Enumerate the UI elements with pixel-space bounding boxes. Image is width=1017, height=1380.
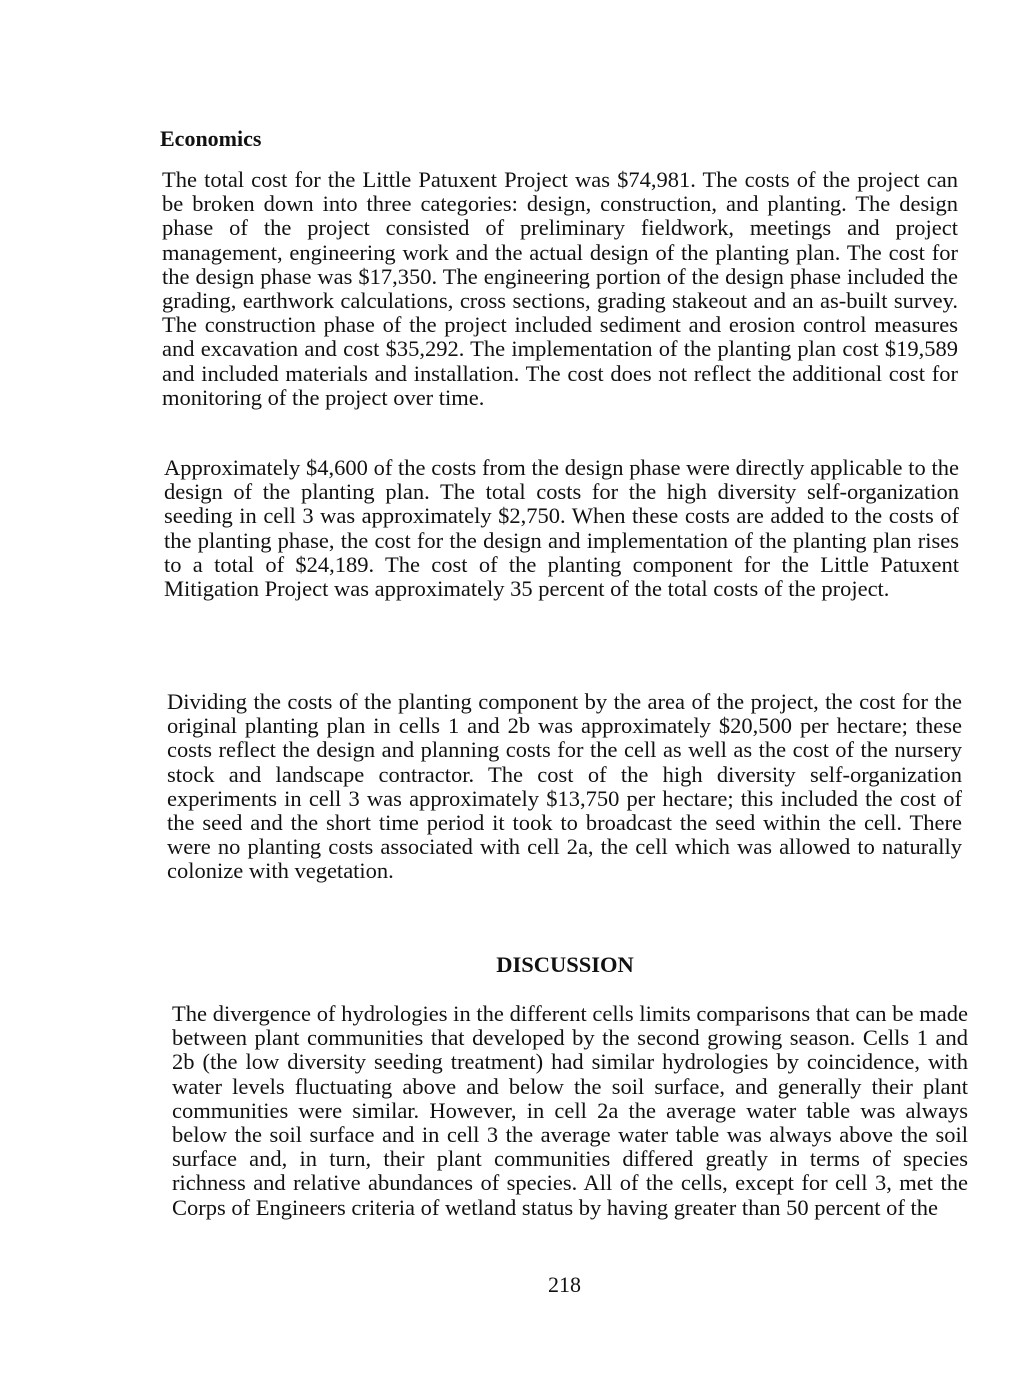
paragraph-planting-costs: Approximately $4,600 of the costs from the design phase were directly applicable to the design of the planting plan. The total costs for the high diversity self-organization seeding in cell 3 was approximately $2,750. When these costs are added to the costs of the planting phase, the cost for the design and implementation of the planting plan rises to a total of $24,189. The cost of the planting component for the Little Patuxent Mitigation Project was approximately 35 percent of the total costs of the project.	[164, 455, 959, 602]
paragraph-cost-per-hectare: Dividing the costs of the planting component by the area of the project, the cost for the original planting plan in cells 1 and 2b was approximately $20,500 per hectare; these costs reflect the design and planning costs for the cell as well as the cost of the nursery stock and landscape contractor. The cost of the high diversity self-organization experiments in cell 3 was approximately $13,750 per hectare; this included the cost of the seed and the short time period it took to broadcast the seed within the cell. There were no planting costs associated with cell 2a, the cell which was allowed to naturally colonize with vegetation.	[167, 689, 962, 884]
section-heading-discussion: DISCUSSION	[496, 952, 634, 977]
section-heading-economics: Economics	[160, 126, 262, 151]
page-number: 218	[548, 1272, 581, 1297]
paragraph-total-cost: The total cost for the Little Patuxent Project was $74,981. The costs of the project can be broken down into three categories: design, construction, and planting. The design phase of the project consisted of preliminary fieldwork, meetings and project management, engineering work and the actual design of the planting plan. The cost for the design phase was $17,350. The engineering portion of the design phase included the grading, earthwork calculations, cross sections, grading stakeout and an as-built survey. The construction phase of the project included sediment and erosion control measures and excavation and cost $35,292. The implementation of the planting plan cost $19,589 and included materials and installation. The cost does not reflect the additional cost for monitoring of the project over time.	[162, 167, 958, 410]
paragraph-discussion: The divergence of hydrologies in the different cells limits comparisons that can be made between plant communities that developed by the second growing season. Cells 1 and 2b (the low diversity seeding treatment) had similar hydrologies by coincidence, with water levels fluctuating above and below the soil surface, and generally their plant communities were similar. However, in cell 2a the average water table was always below the soil surface and in cell 3 the average water table was always above the soil surface and, in turn, their plant communities differed greatly in terms of species richness and relative abundances of species. All of the cells, except for cell 3, met the Corps of Engineers criteria of wetland status by having greater than 50 percent of the	[172, 1001, 968, 1220]
